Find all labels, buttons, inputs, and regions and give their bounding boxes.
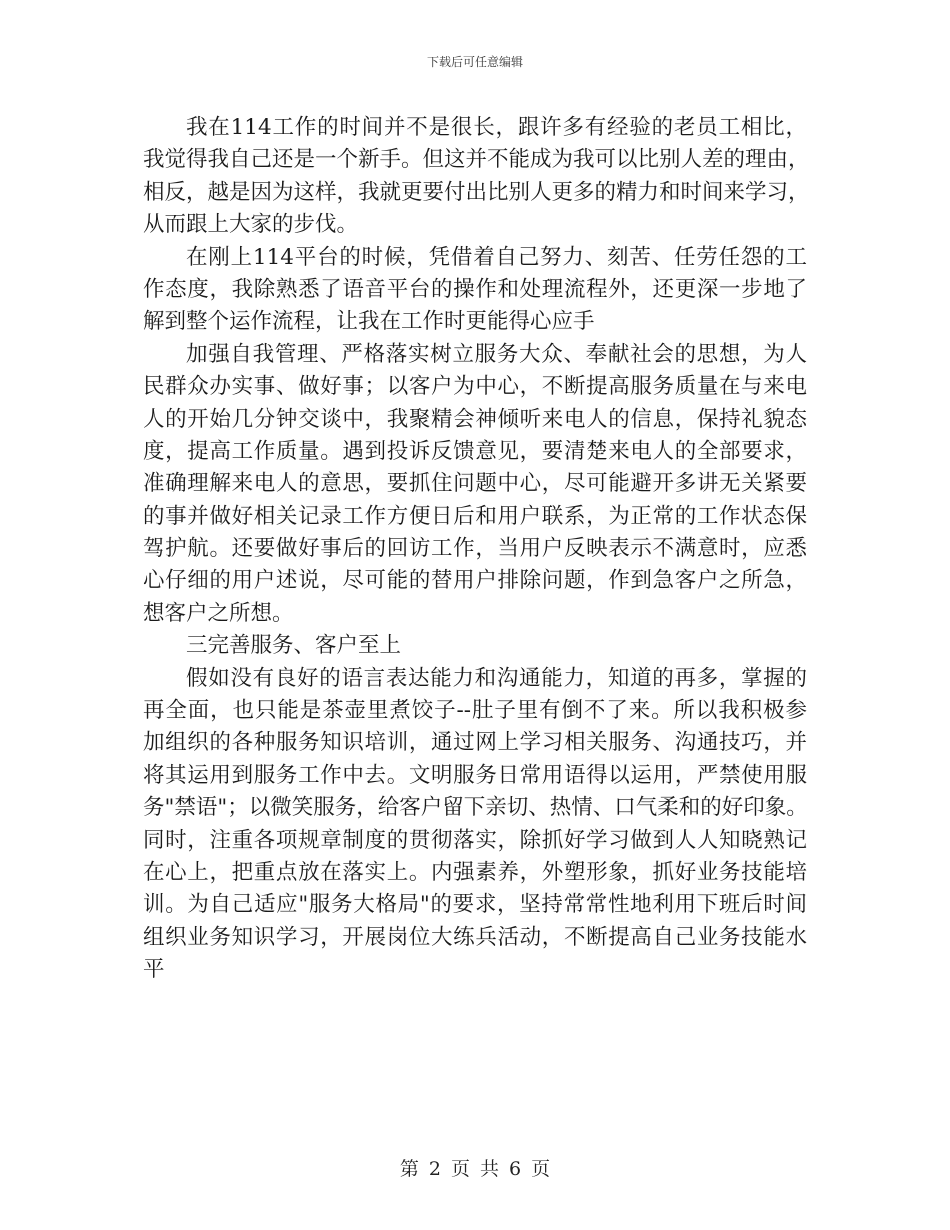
text-line: 将其运用到服务工作中去。文明服务日常用语得以运用，严禁使用服 (143, 762, 807, 788)
paragraph-2 (143, 242, 807, 339)
text-line: 相反，越是因为这样，我就更要付出比别人更多的精力和时间来学习， (143, 179, 810, 205)
paragraph-5 (143, 663, 807, 987)
paragraph-3 (143, 339, 807, 631)
text-line: 民群众办实事、做好事；以客户为中心，不断提高服务质量在与来电 (143, 374, 807, 400)
text-line: 解到整个运作流程，让我在工作时更能得心应手 (143, 309, 595, 335)
text-line: 组织业务知识学习，开展岗位大练兵活动，不断提高自己业务技能水 (143, 924, 807, 950)
text-line: 假如没有良好的语言表达能力和沟通能力，知道的再多，掌握的 (186, 665, 807, 691)
section-heading-text: 三完善服务、客户至上 (186, 633, 402, 659)
text-line: 我在114工作的时间并不是很长，跟许多有经验的老员工相比， (186, 115, 807, 140)
text-line: 想客户之所想。 (143, 600, 294, 626)
text-line: 同时，注重各项规章制度的贯彻落实，除抓好学习做到人人知晓熟记 (143, 827, 807, 853)
text-line: 人的开始几分钟交谈中，我聚精会神倾听来电人的信息，保持礼貌态 (143, 406, 807, 432)
text-line: 务"禁语"；以微笑服务，给客户留下亲切、热情、口气柔和的好印象。 (143, 795, 808, 821)
document-body (143, 112, 810, 987)
text-line: 在心上，把重点放在落实上。内强素养，外塑形象，抓好业务技能培 (143, 859, 807, 885)
text-line: 我觉得我自己还是一个新手。但这并不能成为我可以比别人差的理由， (143, 147, 810, 173)
page-number-footer: 第 2 页 共 6 页 (399, 1158, 551, 1180)
text-line: 加组织的各种服务知识培训，通过网上学习相关服务、沟通技巧，并 (143, 730, 807, 756)
paragraph-1 (143, 112, 810, 242)
text-line: 训。为自己适应"服务大格局"的要求，坚持常常性地利用下班后时间 (143, 892, 807, 918)
text-line: 心仔细的用户述说，尽可能的替用户排除问题，作到急客户之所急， (143, 568, 807, 594)
text-line: 在刚上114平台的时候，凭借着自己努力、刻苦、任劳任怨的工 (186, 244, 807, 270)
text-line: 的事并做好相关记录工作方便日后和用户联系，为正常的工作状态保 (143, 503, 807, 529)
section-heading (143, 630, 807, 662)
text-line: 准确理解来电人的意思，要抓住问题中心，尽可能避开多讲无关紧要 (143, 471, 807, 497)
page-header: 下载后可任意编辑 (426, 55, 523, 69)
text-line: 从而跟上大家的步伐。 (143, 212, 359, 238)
text-line: 平 (143, 957, 165, 983)
text-line: 加强自我管理、严格落实树立服务大众、奉献社会的思想，为人 (186, 341, 807, 367)
text-line: 再全面，也只能是茶壶里煮饺子--肚子里有倒不了来。所以我积极参 (143, 698, 807, 724)
text-line: 驾护航。还要做好事后的回访工作，当用户反映表示不满意时，应悉 (143, 536, 807, 562)
text-line: 度，提高工作质量。遇到投诉反馈意见，要清楚来电人的全部要求， (143, 438, 807, 464)
text-line: 作态度，我除熟悉了语音平台的操作和处理流程外，还更深一步地了 (143, 276, 807, 302)
